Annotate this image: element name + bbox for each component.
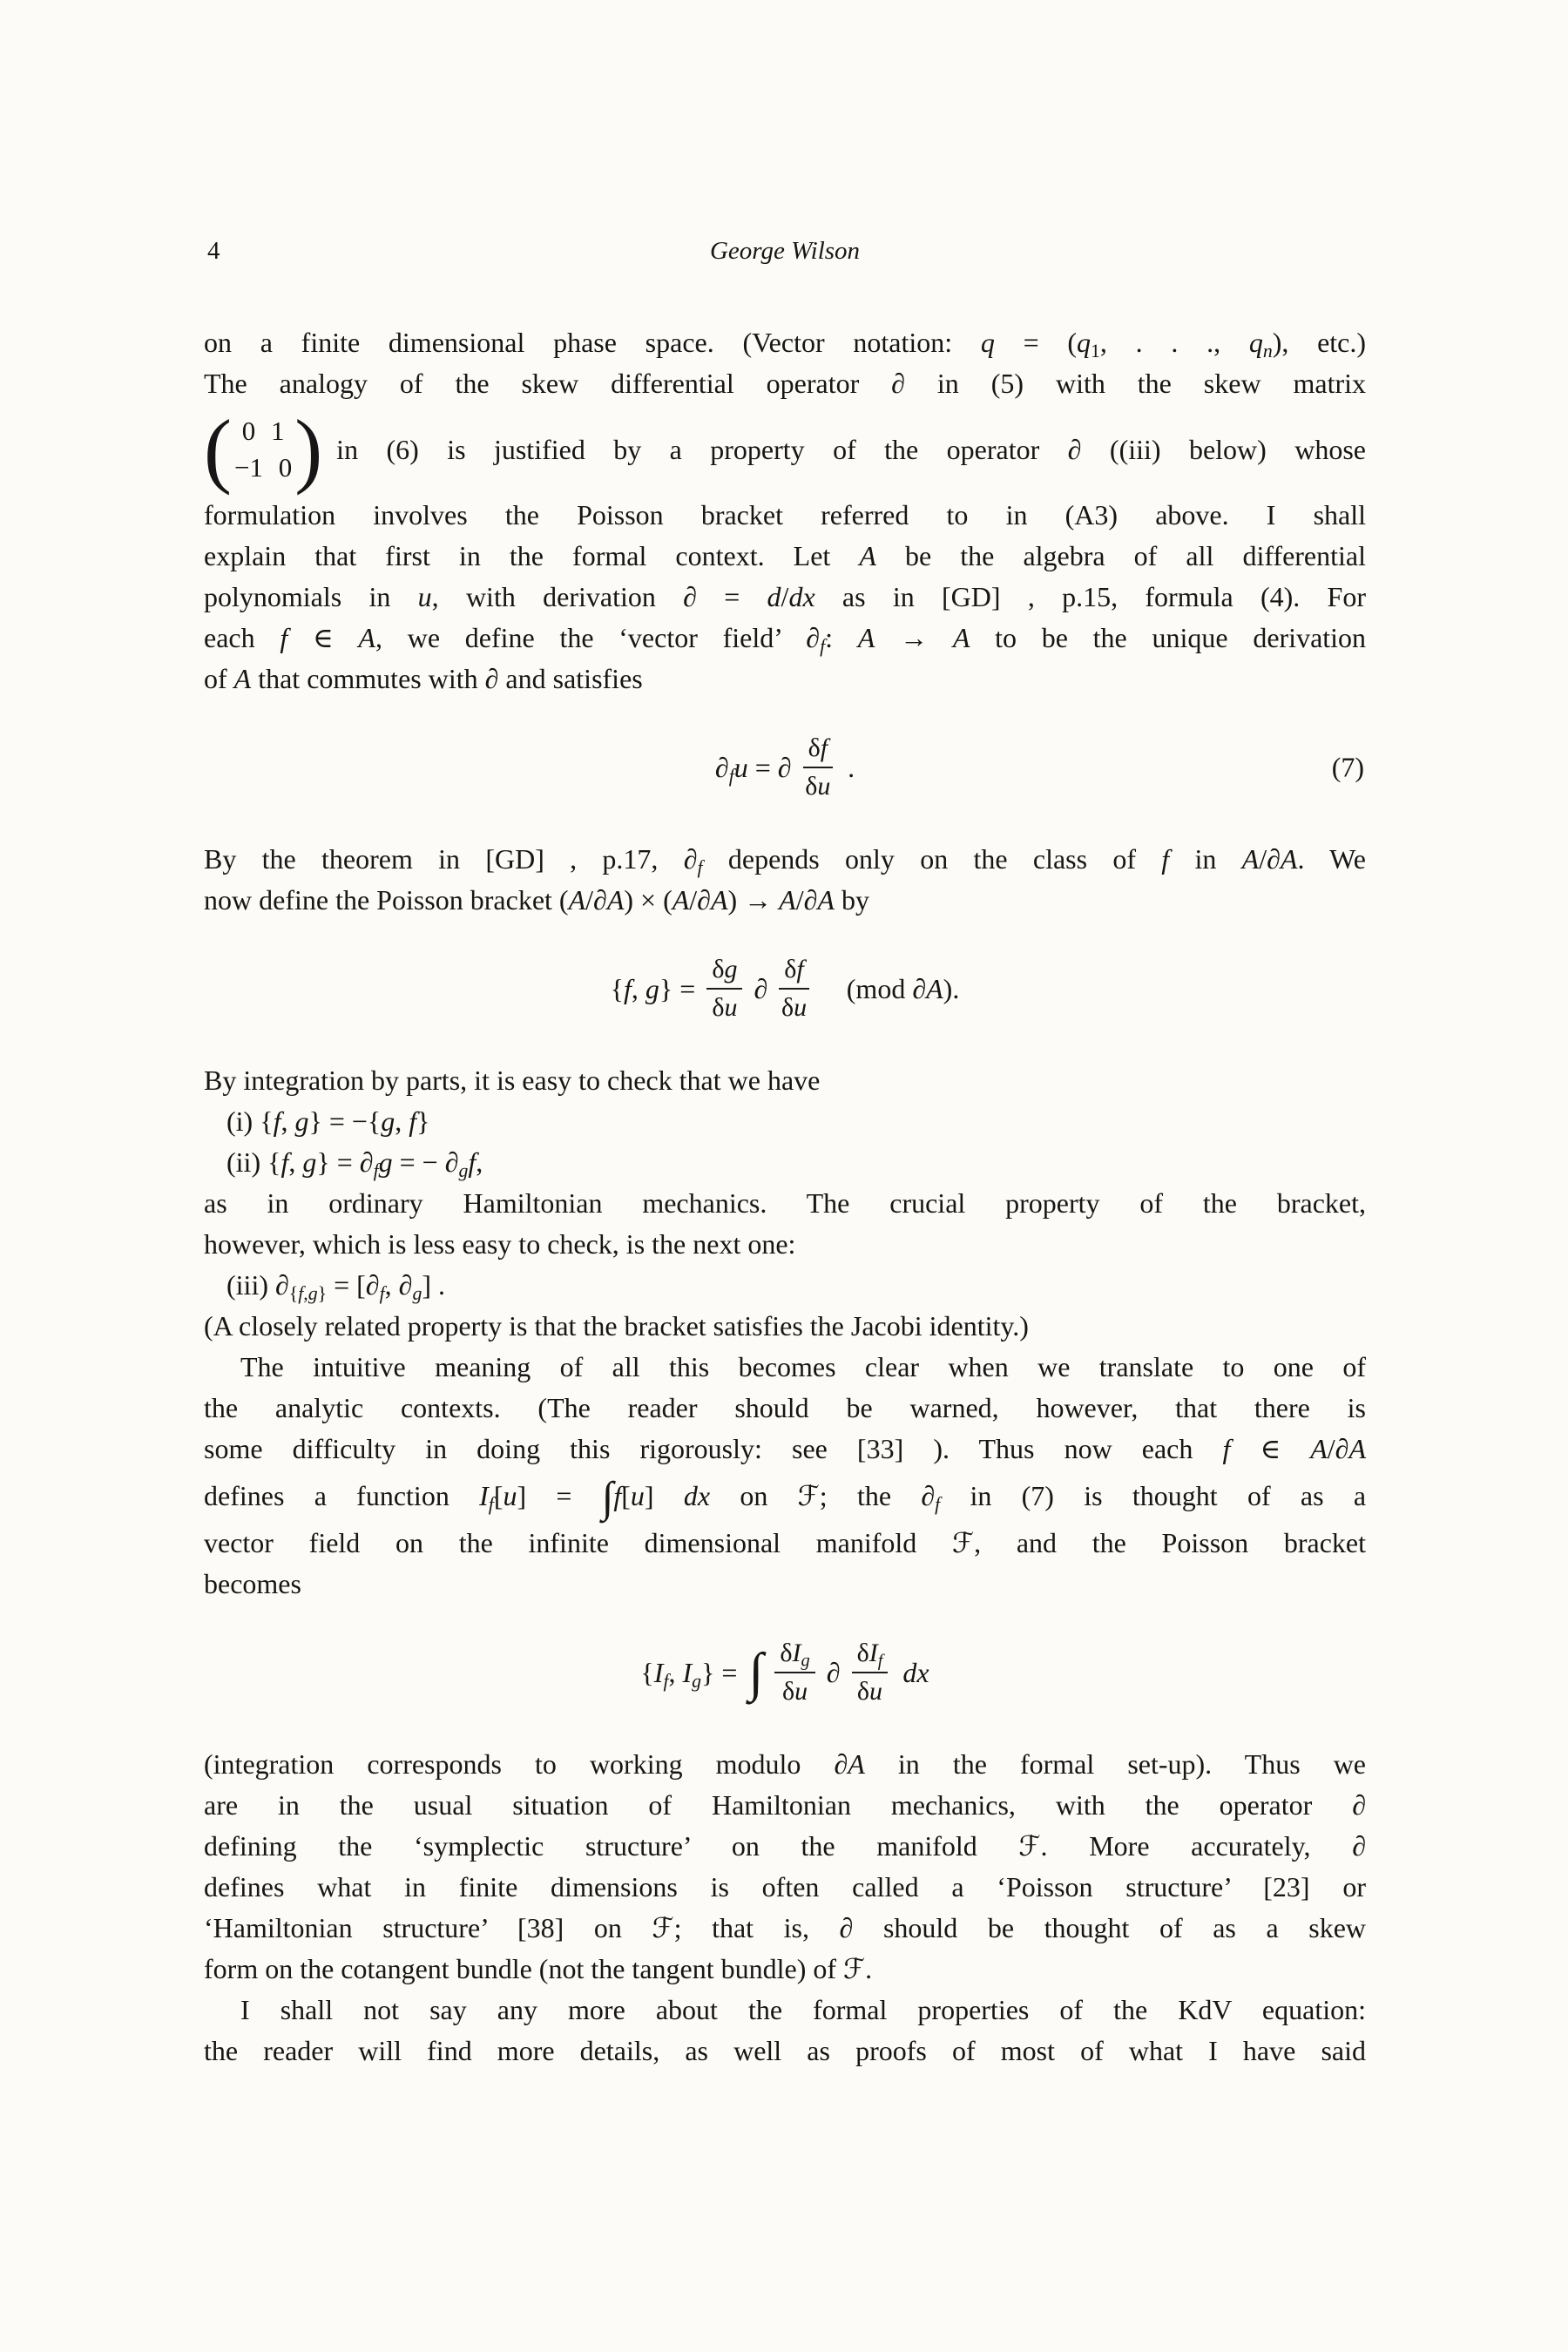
equation-content: {$I_f$, $I_g$} = ∫ $\frac{\delta I_g}{\delta u}$ ∂ $\frac{\delta I_f}{\delta u}$ dx — [640, 1639, 929, 1706]
eq-operator: ∂ — [754, 972, 768, 1004]
text-line: some difficulty in doing this rigorously: see [33] ). Thus now each f ∈ A/∂A — [204, 1433, 1367, 1464]
fraction-denominator: δu — [712, 993, 738, 1022]
page-number: 4 — [207, 237, 220, 265]
text-line: vector field on the infinite dimensional manifold ℱ, and the Poisson bracket — [204, 1527, 1366, 1558]
text-line: are in the usual situation of Hamiltonian mechanics, with the operator ∂ — [204, 1789, 1366, 1821]
fraction-numerator: δf — [779, 955, 808, 990]
fraction — [803, 733, 833, 801]
fraction-denominator: δu — [782, 1677, 808, 1706]
matrix-line — [204, 402, 1366, 496]
fraction-numerator: $\delta I_f$ — [852, 1639, 889, 1673]
property-ii-line: (ii) {f, $g\} = \partial_fg$ = − $\partial_gf$, — [226, 1146, 483, 1182]
matrix-row: 0 1 — [241, 416, 285, 446]
text-line: however, which is less easy to check, is the next one: — [204, 1228, 796, 1260]
fraction-denominator: δu — [856, 1677, 883, 1706]
display-equation-poisson-bracket — [204, 940, 1366, 1037]
text-line: form on the cotangent bundle (not the tangent bundle) of ℱ. — [204, 1953, 873, 1984]
text-line: each f ∈ A, we define the ‘vector field’ $\partial_f$: A → A to be the unique derivation — [204, 622, 1367, 658]
eq-tail: (mod ∂A). — [846, 972, 960, 1004]
fraction — [706, 955, 742, 1022]
fraction-numerator: $\delta I_g$ — [774, 1639, 814, 1673]
text-line: The analogy of the skew differential operator ∂ in (5) with the skew matrix — [204, 368, 1366, 399]
eq-lhs: {$I_f$, $I_g$} = — [640, 1656, 738, 1692]
text-line: in (6) is justified by a property of the operator ∂ ((iii) below) whose — [336, 433, 1366, 465]
page-content — [204, 237, 1366, 2072]
text-line: I shall not say any more about the formal properties of the KdV equation: — [240, 1994, 1366, 2025]
matrix-row: −1 0 — [233, 452, 293, 483]
text-line: now define the Poisson bracket (A/∂A) × (A/∂A) → A/∂A by — [204, 884, 869, 916]
running-header: George Wilson — [709, 237, 861, 265]
fraction-denominator: δu — [781, 993, 808, 1022]
skew-matrix — [204, 402, 323, 496]
eq-lhs: $\partial_fu$ = ∂ — [714, 751, 792, 787]
text-line: the reader will find more details, as well as proofs of most of what I have said — [204, 2035, 1366, 2066]
fraction — [852, 1639, 889, 1706]
left-paren: ( — [204, 402, 232, 496]
text-line: ‘Hamiltonian structure’ [38] on ℱ; that is, ∂ should be thought of as a skew — [204, 1912, 1366, 1943]
matrix-cells — [232, 413, 294, 486]
text-line: By integration by parts, it is easy to check that we have — [204, 1064, 821, 1096]
text-line: By the theorem in [GD] , p.17, $\partial_f$ depends only on the class of f in A/∂A. We — [204, 843, 1367, 879]
fraction-numerator: δf — [803, 733, 833, 768]
text-line: defining the ‘symplectic structure’ on the manifold ℱ. More accurately, ∂ — [204, 1830, 1366, 1862]
text-line: defines what in finite dimensions is often called a ‘Poisson structure’ [23] or — [204, 1871, 1366, 1903]
text-line: of A that commutes with ∂ and satisfies — [204, 663, 643, 694]
property-i-line: (i) {f, g} = −{g, f} — [226, 1105, 430, 1137]
eq-tail: . — [848, 751, 855, 783]
text-line: The intuitive meaning of all this becomes clear when we translate to one of — [240, 1351, 1366, 1382]
display-equation-integral-bracket — [204, 1624, 1366, 1721]
text-line: (A closely related property is that the bracket satisfies the Jacobi identity.) — [204, 1310, 1029, 1342]
right-paren: ) — [294, 402, 323, 496]
text-line: explain that first in the formal context. Let A be the algebra of all differential — [204, 540, 1367, 571]
text-line: polynomials in u, with derivation ∂ = d/dx as in [GD] , p.15, formula (4). For — [204, 581, 1367, 612]
page-header — [204, 237, 1366, 274]
fraction-numerator: δg — [706, 955, 742, 990]
display-equation-7 — [204, 719, 1366, 816]
text-line: (integration corresponds to working modulo ∂A in the formal set-up). Thus we — [204, 1748, 1367, 1780]
text-line: on a finite dimensional phase space. (Vector notation: $q = (q_1$, . . ., $q_n$), etc.) — [204, 327, 1367, 362]
text-line: the analytic contexts. (The reader should be warned, however, that there is — [204, 1392, 1366, 1423]
equation-content — [611, 955, 960, 1022]
eq-operator: ∂ — [826, 1656, 841, 1688]
page-body — [204, 322, 1366, 2072]
text-line-inline-integral: defines a function $I_f[u] = \int f[u]$ dx on ℱ; the $\partial_f$ in (7) is thought of as a — [204, 1472, 1367, 1521]
eq-tail: dx — [902, 1656, 929, 1688]
property-iii-line: (iii) $\partial_{\{f,g\}} = [\partial_f$, $\partial_g$] . — [226, 1269, 445, 1305]
equation-number: (7) — [1331, 751, 1364, 783]
fraction — [774, 1639, 814, 1706]
text-line: as in ordinary Hamiltonian mechanics. The crucial property of the bracket, — [204, 1187, 1366, 1219]
text-line: formulation involves the Poisson bracket referred to in (A3) above. I shall — [204, 499, 1366, 531]
fraction-denominator: δu — [805, 772, 831, 801]
fraction — [779, 955, 808, 1022]
text-line: becomes — [204, 1568, 301, 1599]
equation-content — [715, 733, 855, 801]
eq-lhs: {f, g} = — [610, 972, 696, 1004]
